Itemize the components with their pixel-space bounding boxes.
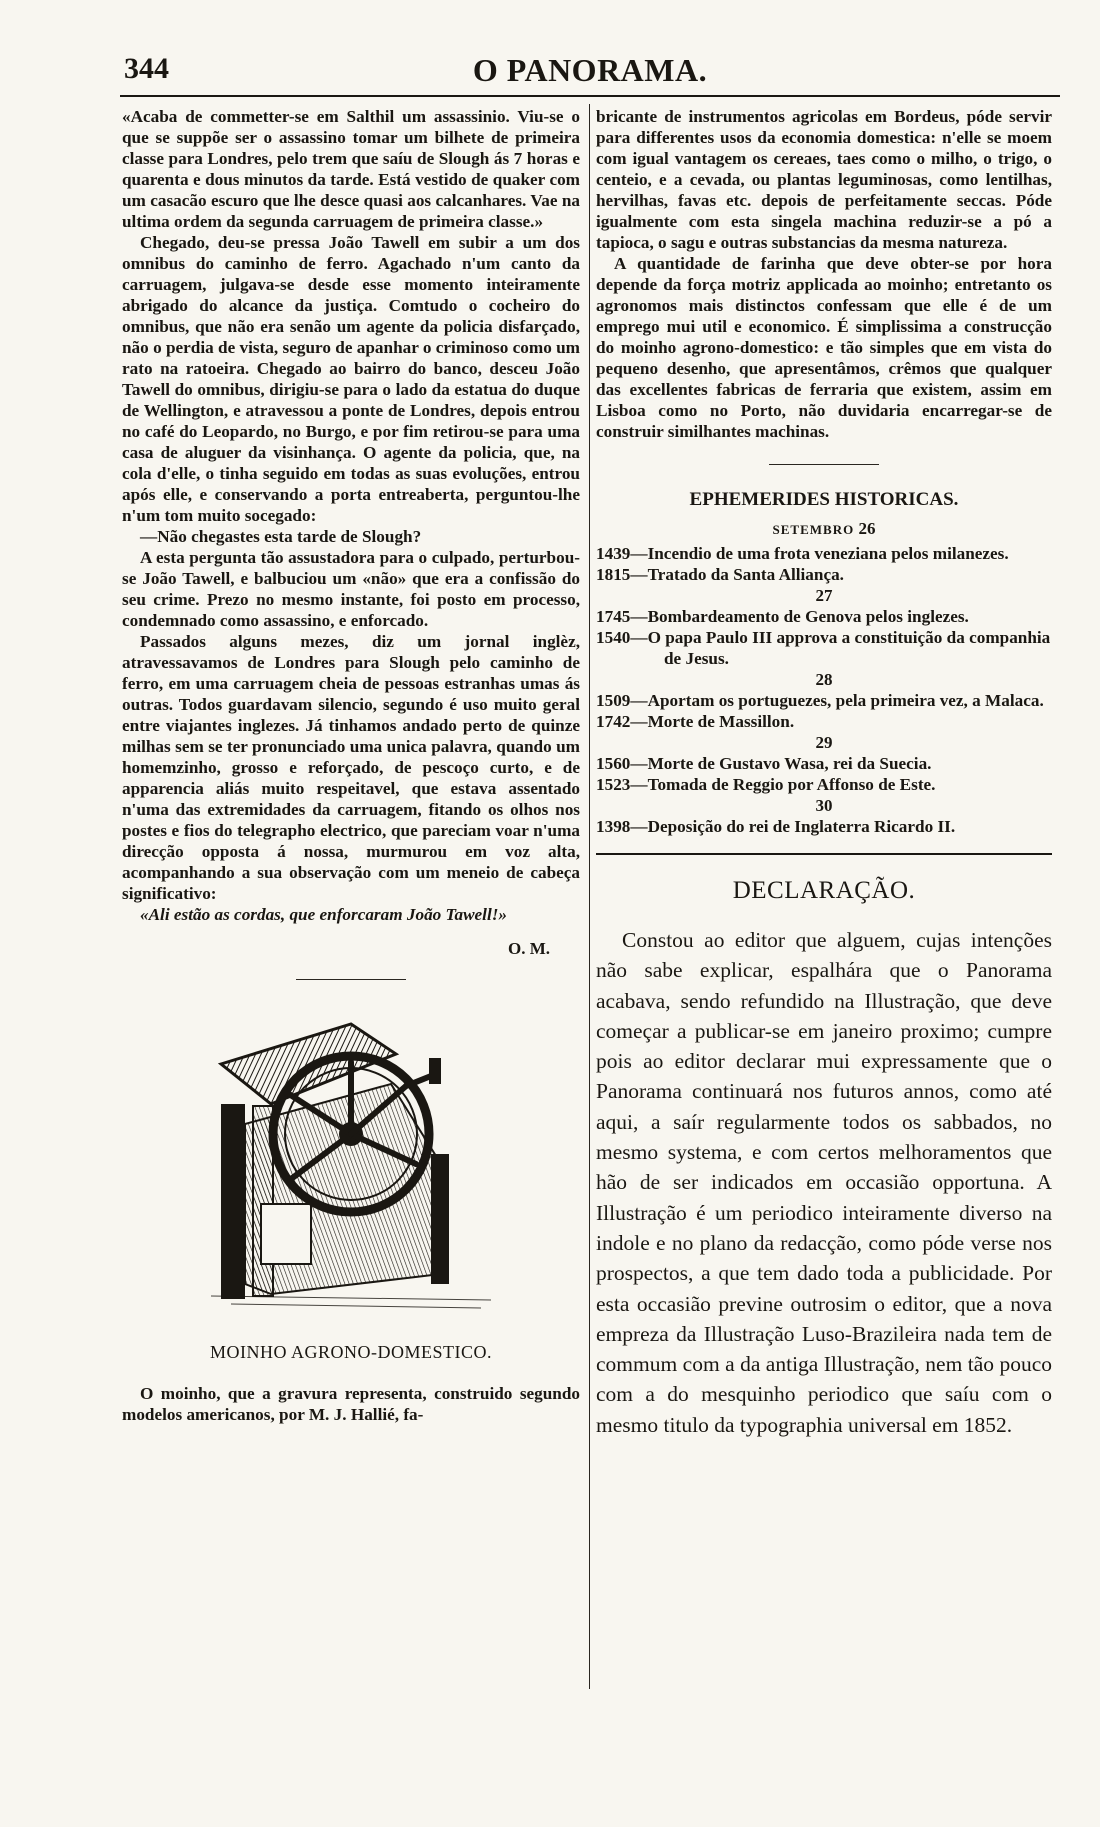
article-paragraph: A esta pergunta tão assustadora para o culpado, perturbou-se João Tawell, e balbuciou um «não» que era a confissão do seu crime. Prezo no mesmo instante, foi posto em processo, condemnado como assassino, e enforcado.	[122, 548, 580, 630]
month-name: SETEMBRO	[772, 522, 855, 537]
month-day: 26	[858, 519, 876, 538]
ephemerides-list	[596, 543, 1052, 837]
ephemeris-entry: 1398—Deposição do rei de Inglaterra Ricardo II.	[596, 817, 956, 836]
ephemeris-entry: 1540—O papa Paulo III approva a constituição da companhia de Jesus.	[596, 628, 1051, 668]
right-column	[596, 106, 1052, 1440]
article-text	[122, 106, 580, 925]
ephemeris-day: 30	[815, 796, 833, 815]
ephemeris-day: 28	[815, 670, 833, 689]
ephemeris-entry: 1509—Aportam os portuguezes, pela primeira vez, a Malaca.	[596, 691, 1044, 710]
left-column	[122, 106, 580, 1425]
declaration-title: DECLARAÇÃO.	[732, 877, 916, 904]
mill-engraving	[191, 1014, 511, 1314]
header-rule	[120, 95, 1060, 97]
page-number: 344	[124, 52, 169, 85]
article-paragraph: A quantidade de farinha que deve obter-se por hora depende da força motriz applicada ao moinho; entretanto os agronomos mais distinctos confessam que elle é de um emprego mui util e economico. É simplissima a construcção do moinho agrono-domestico: e tão simples que em vista do pequeno desenho, que apresentâmos, crêmos que qualquer das excellentes fabricas de ferraria que existem, assim em Lisboa como no Porto, não duvidaria encarregar-se de construir similhantes machinas.	[596, 254, 1052, 441]
article-paragraph: O moinho, que a gravura representa, construido segundo modelos americanos, por M. J. Hallié, fa-	[122, 1384, 580, 1424]
ephemeris-day: 29	[815, 733, 833, 752]
article-paragraph: Chegado, deu-se pressa João Tawell em subir a um dos omnibus do caminho de ferro. Agachado n'um canto da carruagem, julgava-se desde esse momento inteiramente abrigado do alcance da justiça. Comtudo o cocheiro do omnibus, que não era senão um agente da policia disfarçado, não o perdia de vista, seguro de apanhar o criminoso como um rato na ratoeira. Chegado ao bairro do banco, desceu João Tawell do omnibus, dirigiu-se para o lado da estatua do duque de Wellington, e atravessou a ponte de Londres, depois entrou no café do Leopardo, no Burgo, e por fim retirou-se para uma casa de aluguer da visinhança. O agente da policia, que, na cola d'elle, o tinha seguido em todas as suas evoluções, entrou após elle, e conservando a porta entreaberta, perguntou-lhe n'um tom muito socegado:	[122, 233, 580, 525]
separator-rule	[769, 464, 879, 465]
section-rule	[596, 853, 1052, 855]
ephemerides-title: EPHEMERIDES HISTORICAS.	[689, 489, 959, 510]
ephemeris-entry: 1439—Incendio de uma frota veneziana pelos milanezes.	[596, 544, 1009, 563]
ephemeris-entry: 1745—Bombardeamento de Genova pelos inglezes.	[596, 607, 969, 626]
caption-text	[122, 1383, 580, 1425]
separator-rule	[296, 979, 406, 980]
ephemeris-entry: 1523—Tomada de Reggio por Affonso de Este.	[596, 775, 936, 794]
article-paragraph: bricante de instrumentos agricolas em Bordeus, póde servir para differentes usos da economia domestica: n'elle se moem com igual vantagem os cereaes, taes como o milho, o trigo, o centeio, e a cevada, ou plantas leguminosas, como lentilhas, hervilhas, favas etc. depois de perfeitamente seccas. Póde igualmente com esta singela machina reduzir-se a pó a tapioca, o sagu e outras substancias da mesma natureza.	[596, 107, 1052, 252]
mill-article-text	[596, 106, 1052, 442]
ephemeris-day: 27	[815, 586, 833, 605]
article-paragraph: «Acaba de commetter-se em Salthil um assassinio. Viu-se o que se suppõe ser o assassino tomar um bilhete de primeira classe para Londres, pelo trem que saíu de Slough ás 7 horas e quarenta e dous minutos da tarde. Está vestido de quaker com um casacão escuro que lhe desce quasi aos calcanhares. Vae na ultima ordem da segunda carruagem de primeira classe.»	[122, 107, 580, 231]
declaration-text: Constou ao editor que alguem, cujas intenções não sabe explicar, espalhára que o Panorama acabava, sendo refundido na Illustração, que deve começar a publicar-se em janeiro proximo; cumpre pois ao editor declarar mui expressamente que o Panorama continuará nos futuros annos, como até aqui, a saír regularmente todos os sabbados, no mesmo systema, e com certos melhoramentos que hão de ser indicados em occasião opportuna. A Illustração é um periodico inteiramente diverso na indole e no plano da redacção, como póde verse nos prospectos, a que tem dado toda a publicidade. Por esta occasião previne outrosim o editor, que a nova empreza da Illustração Luso-Brazileira nada tem de commum com a da antiga Illustração, nem tão pouco com a do mesquinho periodico que saíu com o mesmo titulo da typographia universal em 1852.	[596, 928, 1052, 1437]
journal-title: O PANORAMA.	[472, 52, 708, 88]
article-paragraph: Passados alguns mezes, diz um jornal inglèz, atravessavamos de Londres para Slough pelo caminho de ferro, em uma carruagem cheia de pessoas estranhas umas ás outras. Todos guardavam silencio, segundo é uso muito geral entre viajantes inglezes. Já tinhamos andado perto de quinze milhas sem se ter pronunciado uma unica palavra, quando um homemzinho, grosso e reforçado, de pescoço curto, e de apparencia aliás muito respeitavel, que estava assentado n'uma das extremidades da carruagem, fitando os olhos nos postes e fios do telegrapho electrico, que pareciam voar n'uma direcção opposta á nossa, murmurou em voz alta, acompanhando a sua observação com um meneio de cabeça significativo:	[122, 632, 580, 903]
ephemeris-entry: 1560—Morte de Gustavo Wasa, rei da Suecia.	[596, 754, 932, 773]
column-divider	[589, 104, 590, 1689]
ephemeris-entry: 1815—Tratado da Santa Alliança.	[596, 565, 844, 584]
article-paragraph: —Não chegastes esta tarde de Slough?	[140, 527, 422, 546]
article-signature: O. M.	[507, 939, 550, 958]
figure-caption: MOINHO AGRONO-DOMESTICO.	[210, 1342, 492, 1362]
article-quote: «Ali estão as cordas, que enforcaram João Tawell!»	[140, 905, 507, 924]
ephemeris-entry: 1742—Morte de Massillon.	[596, 712, 795, 731]
ephemerides-month	[596, 519, 1052, 539]
page-header	[120, 52, 1060, 96]
